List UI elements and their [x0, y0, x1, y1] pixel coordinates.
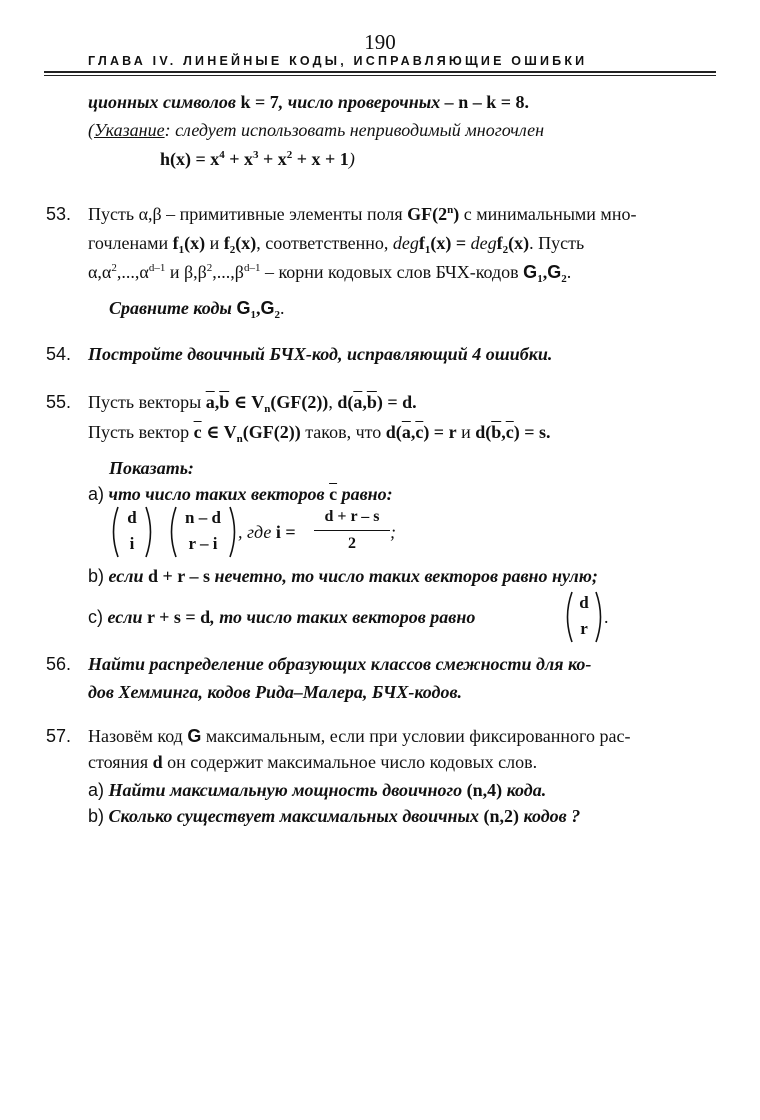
polynomial-formula: $h(x) = x^4 + x^3 + x^2 + x + 1$) — [160, 149, 355, 169]
problem-55-number: 55. — [46, 392, 72, 412]
problem-55-item-c: c) если r + s = d, то число таких векторов равно — [88, 607, 476, 627]
hint-label: Указание — [94, 120, 165, 140]
problem-53-line-2: гочленами $f_1(x)$ и $f_2(x)$, соответственно, degf$_1$(x) = degf$_2$(x). Пусть — [88, 233, 585, 256]
problem-54-text: Постройте двоичный БЧХ-код, исправляющий 4 ошибки. — [88, 344, 553, 364]
problem-55-line-2: Пусть вектор $\overline{c}$ ∈ $V_n(GF(2))$ таков, что $d(\overline{a},\overline{c}) = r$ и $d(\overline{b},\overline{c}) = s$. — [88, 422, 551, 445]
problem-57-number: 57. — [46, 726, 72, 746]
problem-55-show-heading: Показать: — [109, 458, 194, 478]
problem-56-number: 56. — [46, 654, 72, 674]
binomial-d-r: d r — [562, 590, 606, 644]
binomial-d-i: d i — [108, 505, 156, 559]
binomial-n-d-r-i: n – d r – i — [166, 505, 240, 559]
problem-53-line-1: Пусть α,β – примитивные элементы поля GF(2$^n$) с минимальными мно- — [88, 204, 637, 224]
fraction-bar — [314, 530, 390, 531]
item-c-end: . — [604, 607, 609, 627]
problem-55-item-a: a) что число таких векторов $\overline{c}$ равно: — [88, 484, 393, 504]
continuation-line: ционных символов k = 7, число проверочных – n – k = 8. — [88, 92, 530, 112]
semicolon: ; — [390, 522, 396, 542]
header-rule-thin — [44, 75, 716, 76]
problem-56-line-2: дов Хемминга, кодов Рида–Малера, БЧХ-кодов. — [88, 682, 463, 702]
fraction: d + r – s 2 — [314, 506, 390, 558]
problem-57-item-b: b) Сколько существует максимальных двоичных (n,2) кодов ? — [88, 806, 581, 826]
where-clause: , где i = — [238, 522, 296, 542]
header-rule-thick — [44, 71, 716, 73]
problem-54-number: 54. — [46, 344, 72, 364]
hint-line: (Указание: следует использовать неприводимый многочлен — [88, 120, 545, 140]
page-number: 190 — [364, 30, 396, 54]
problem-57-item-a: a) Найти максимальную мощность двоичного (n,4) кода. — [88, 780, 547, 800]
problem-55-item-b: b) если d + r – s нечетно, то число таких векторов равно нулю; — [88, 566, 598, 586]
problem-53-line-3: $\alpha,\alpha^2,...,\alpha^{d-1}$ и $\beta,\beta^2,...,\beta^{d-1}$ – корни кодовых слов БЧХ-кодов $G_1,G_2$. — [88, 262, 572, 285]
problem-57-line-1: Назовём код G максимальным, если при условии фиксированного рас- — [88, 726, 631, 746]
problem-57-line-2: стояния d он содержит максимальное число кодовых слов. — [88, 752, 538, 772]
running-head: ГЛАВА IV. ЛИНЕЙНЫЕ КОДЫ, ИСПРАВЛЯЮЩИЕ ОШИБКИ — [88, 54, 588, 68]
problem-55-line-1: Пусть векторы $\overline{a},\overline{b}$ ∈ $V_n(GF(2))$, $d(\overline{a},\overline{b}) = d$. — [88, 392, 417, 415]
problem-53-task: Сравните коды $G_1,G_2$. — [109, 298, 285, 321]
problem-53-number: 53. — [46, 204, 72, 224]
problem-56-line-1: Найти распределение образующих классов смежности для ко- — [88, 654, 592, 674]
